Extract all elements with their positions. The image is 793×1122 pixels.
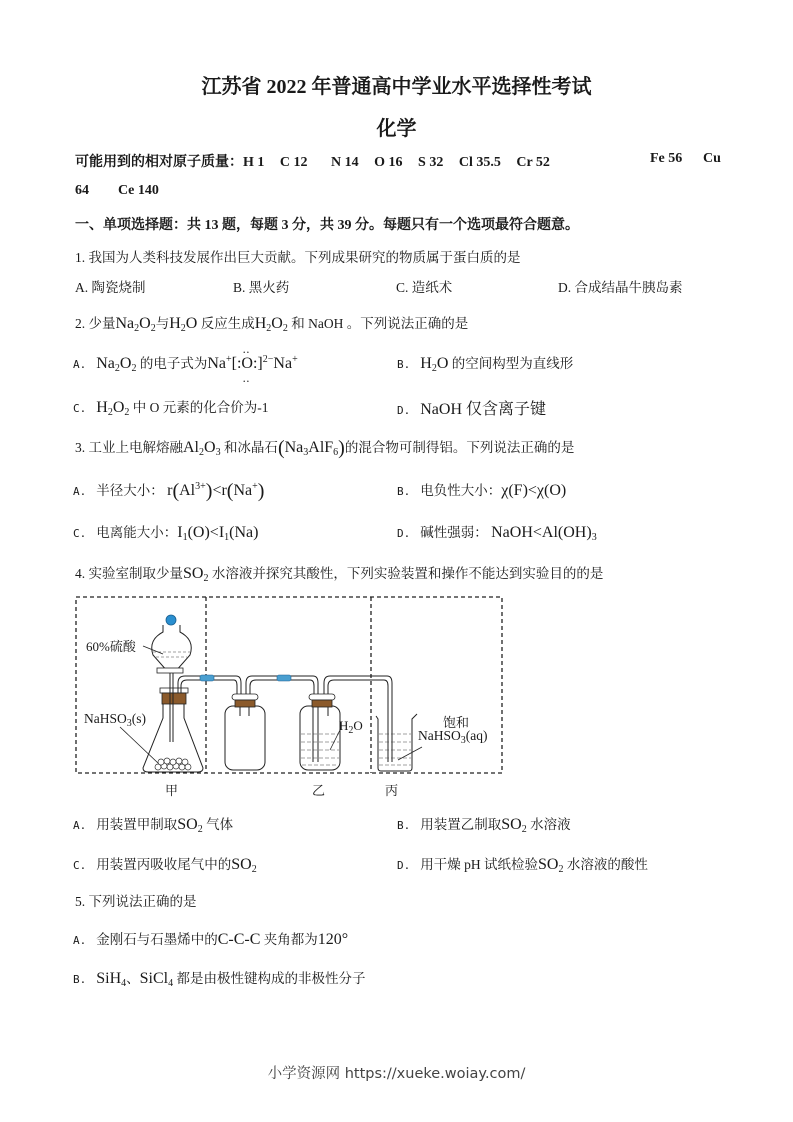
question-1-stem: 1. 我国为人类科技发展作出巨大贡献。下列成果研究的物质属于蛋白质的是 [75, 250, 521, 265]
funnel-stopper-icon [166, 615, 176, 625]
flask-collar [160, 688, 188, 693]
label-bing: 丙 [385, 783, 399, 798]
q3-option-d[interactable]: D. 碱性强弱： $NaOH<Al(OH)_3$ [397, 524, 597, 543]
section-heading: 一、单项选择题：共 13 题，每题 3 分，共 39 分。每题只有一个选项最符合题意。 [75, 218, 579, 233]
q4-option-a[interactable]: A. 用装置甲制取$SO_2$ 气体 [73, 816, 234, 835]
q4-option-c[interactable]: C. 用装置丙吸收尾气中的$SO_2$ [73, 856, 257, 875]
formula-h2o2: $H_2O_2$ [254, 315, 288, 334]
q3-option-a[interactable]: A. 半径大小： $r(Al^{3+})<r(Na^+)$ [73, 480, 265, 502]
subject-title: 化学 [376, 118, 417, 140]
q4-option-d[interactable]: D. 用干燥 pH 试纸检验$SO_2$ 水溶液的酸性 [397, 856, 648, 875]
label-water: $H_2O$ [339, 718, 363, 736]
formula-h2o: $H_2O$ [169, 315, 198, 334]
water-bottle [300, 706, 340, 770]
atomic-mass-ce: Ce 140 [118, 183, 159, 198]
atomic-masses-label: 可能用到的相对原子质量： [75, 155, 243, 170]
question-3-stem: 3. 工业上电解熔融$Al_2O_3$ 和冰晶石$(Na_3AlF_6)$的混合物可制得铝。下列说法正确的是 [75, 437, 575, 459]
atomic-mass-cu-value: 64 [75, 183, 89, 198]
q1-option-c[interactable]: C. 造纸术 [396, 280, 453, 295]
q2-option-a[interactable]: A. $Na_2O_2$ 的电子式为Na+[:‥ O ‥:]$^{2-}$Na+ [73, 352, 298, 373]
atomic-masses: 可能用到的相对原子质量：H 1 C 12 N 14 O 16 S 32 Cl 35.5 Cr 52 [75, 155, 550, 170]
question-5-stem: 5. 下列说法正确的是 [75, 894, 197, 909]
q5-option-a[interactable]: A. 金刚石与石墨烯中的C-C-C 夹角都为120° [73, 931, 349, 948]
question-2-stem: 2. 少量$Na_2O_2$与$H_2O$ 反应生成$H_2O_2$ 和 NaOH 。下列说法正确的是 [75, 315, 469, 334]
label-sulfuric-acid: 60%硫酸 [86, 639, 136, 654]
label-nahso3-aq: NaHSO$_3$(aq) [418, 728, 488, 746]
dashed-frame [76, 597, 502, 773]
q1-option-b[interactable]: B. 黑火药 [233, 280, 290, 295]
q2-option-c[interactable]: C. $H_2O_2$ 中 O 元素的化合价为-1 [73, 399, 269, 418]
atomic-mass-cu-label: Cu [703, 151, 721, 166]
label-nahso3-solid: NaHSO$_3$(s) [84, 711, 146, 729]
q3-option-b[interactable]: B. 电负性大小：χ(F)<χ(O) [397, 482, 567, 499]
label-saturated: 饱和 [443, 715, 470, 730]
q1-option-a[interactable]: A. 陶瓷烧制 [75, 280, 146, 295]
flask-stopper [162, 693, 186, 704]
q2-option-b[interactable]: B. $H_2O$ 的空间构型为直线形 [397, 355, 574, 374]
formula-na2o2: $Na_2O_2$ [115, 315, 156, 334]
label-yi: 乙 [312, 783, 326, 798]
electron-formula: Na+[:‥ O ‥:]$^{2-}$Na+ [207, 355, 297, 372]
valve-icons [200, 675, 291, 681]
q1-option-d[interactable]: D. 合成结晶牛胰岛素 [558, 280, 683, 295]
q5-option-b[interactable]: B. SiH$_4$、SiCl$_4$ 都是由极性键构成的非极性分子 [73, 970, 366, 989]
question-4-stem: 4. 实验室制取少量$SO_2$ 水溶液并探究其酸性，下列实验装置和操作不能达到实验目的的是 [75, 565, 604, 584]
beaker [376, 714, 417, 771]
q4-option-b[interactable]: B. 用装置乙制取$SO_2$ 水溶液 [397, 816, 571, 835]
q2-option-d[interactable]: D. NaOH 仅含离子键 [397, 401, 547, 418]
empty-bottle [225, 706, 265, 770]
stopcock [157, 668, 183, 673]
separatory-funnel [152, 625, 192, 672]
atomic-mass-fe: Fe 56 [650, 151, 683, 166]
exam-title: 江苏省 2022 年普通高中学业水平选择性考试 [201, 76, 592, 98]
footer-watermark: 小学资源网 https://xueke.woiay.com/ [267, 1066, 526, 1082]
q3-option-c[interactable]: C. 电离能大小：$I_1(O)<I_1(Na)$ [73, 524, 259, 543]
label-jia: 甲 [165, 783, 179, 798]
